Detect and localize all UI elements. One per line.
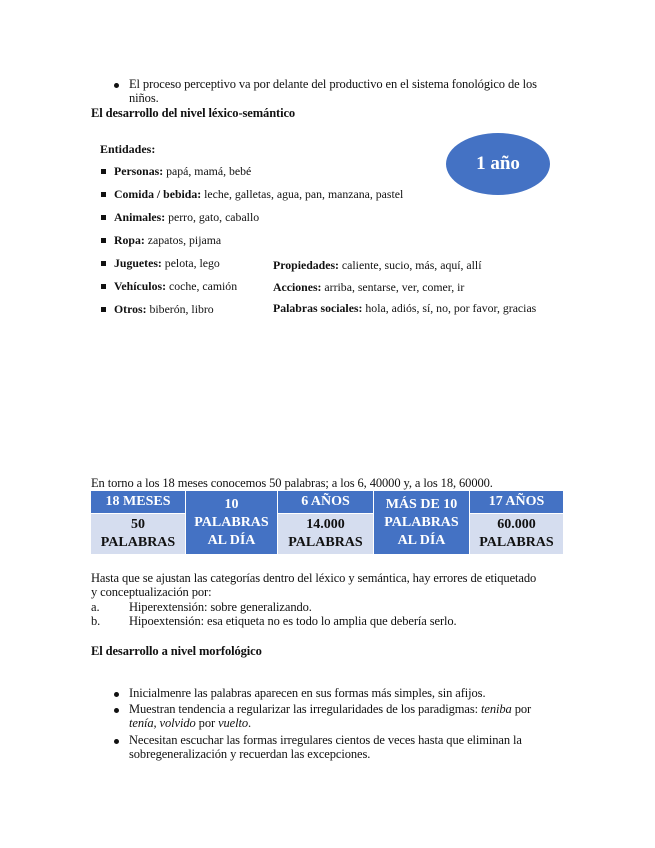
list-marker-b: b.: [91, 614, 101, 628]
vocabulary-table: [90, 490, 564, 555]
bullet-dot-icon: [114, 708, 119, 713]
list-marker-a: a.: [91, 600, 100, 614]
table-cell-50-palabras: 50 PALABRAS: [91, 514, 186, 555]
table-cell-10-palabras: 10 PALABRAS AL DÍA: [186, 491, 278, 555]
morph-bullet-1: Inicialmenre las palabras aparecen en sus formas más simples, sin afijos.: [129, 686, 486, 700]
figure-heading: Entidades:: [100, 142, 156, 156]
square-bullet-icon: [101, 169, 106, 174]
bullet-text-perceptive: [129, 77, 569, 105]
table-cell-mas-de-10: MÁS DE 10 PALABRAS AL DÍA: [374, 491, 470, 555]
entity-item: Animales: perro, gato, caballo: [114, 210, 260, 224]
bullet-dot-icon: [114, 83, 119, 88]
vocabulary-sentence: En torno a los 18 meses conocemos 50 palabras; a los 6, 40000 y, a los 18, 60000.: [91, 476, 493, 490]
age-badge: 1 año: [446, 133, 550, 195]
bullet-line-2: niños.: [129, 91, 159, 105]
bullet-line-1: El proceso perceptivo va por delante del productivo en el sistema fonológico de los: [129, 77, 537, 91]
table-cell-60000-palabras: 60.000 PALABRAS: [470, 514, 564, 555]
bullet-dot-icon: [114, 739, 119, 744]
list-item-hipoextension: Hipoextensión: esa etiqueta no es todo lo amplia que debería serlo.: [129, 614, 457, 628]
morph-bullet-3: Necesitan escuchar las formas irregulares cientos de veces hasta que eliminan la sobregeneralización y recuerdan las excepciones.: [129, 733, 522, 761]
social-words-line: Palabras sociales: hola, adiós, sí, no, por favor, gracias: [273, 301, 537, 315]
square-bullet-icon: [101, 192, 106, 197]
entity-item: Personas: papá, mamá, bebé: [114, 164, 252, 178]
bullet-dot-icon: [114, 692, 119, 697]
entity-item: Otros: biberón, libro: [114, 302, 214, 316]
table-header-6-anos: 6 AÑOS: [278, 491, 374, 514]
section-heading-lexico: El desarrollo del nivel léxico-semántico: [91, 106, 296, 120]
section-heading-morfologico: El desarrollo a nivel morfológico: [91, 644, 262, 658]
square-bullet-icon: [101, 238, 106, 243]
square-bullet-icon: [101, 261, 106, 266]
properties-line: Propiedades: caliente, sucio, más, aquí, allí: [273, 258, 482, 272]
square-bullet-icon: [101, 215, 106, 220]
entity-item: Comida / bebida: leche, galletas, agua, pan, manzana, pastel: [114, 187, 404, 201]
table-header-17-anos: 17 AÑOS: [470, 491, 564, 514]
list-item-hiperextension: Hiperextensión: sobre generalizando.: [129, 600, 312, 614]
entity-item: Vehículos: coche, camión: [114, 279, 238, 293]
square-bullet-icon: [101, 307, 106, 312]
table-cell-14000-palabras: 14.000 PALABRAS: [278, 514, 374, 555]
entity-item: Juguetes: pelota, lego: [114, 256, 220, 270]
entity-item: Ropa: zapatos, pijama: [114, 233, 222, 247]
actions-line: Acciones: arriba, sentarse, ver, comer, ir: [273, 280, 465, 294]
morph-bullet-2: Muestran tendencia a regularizar las irregularidades de los paradigmas: teniba por tenía, volvido por vuelto.: [129, 702, 532, 730]
categories-paragraph: Hasta que se ajustan las categorías dentro del léxico y semántica, hay errores de etiquetado y conceptualización por:: [91, 571, 537, 599]
square-bullet-icon: [101, 284, 106, 289]
table-header-18-meses: 18 MESES: [91, 491, 186, 514]
